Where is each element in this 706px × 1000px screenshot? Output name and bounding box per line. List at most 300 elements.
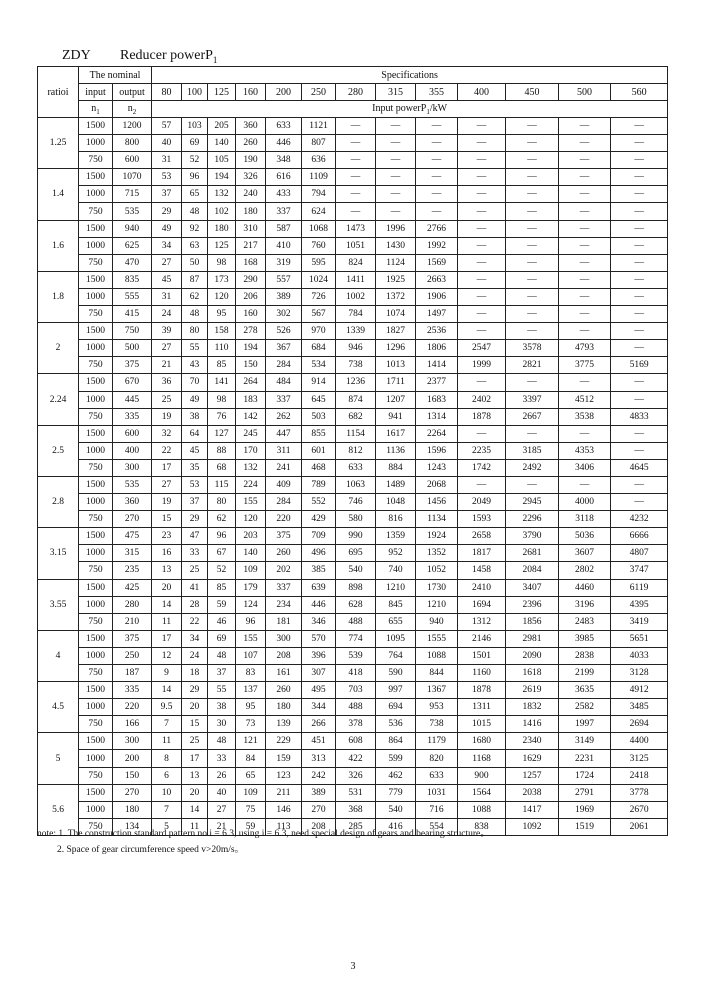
power-cell: 33: [208, 750, 236, 767]
power-cell: 80: [182, 323, 208, 340]
power-cell: 1694: [458, 596, 506, 613]
input-speed-cell: 750: [79, 254, 113, 271]
power-cell: —: [458, 118, 506, 135]
power-cell: 864: [376, 733, 416, 750]
table-row: [38, 630, 668, 647]
size-header: 280: [336, 84, 376, 101]
power-cell: 1257: [506, 767, 559, 784]
output-speed-cell: 300: [113, 733, 152, 750]
power-cell: 774: [336, 630, 376, 647]
ratio-header: ratioi: [38, 67, 79, 118]
input-speed-cell: 750: [79, 357, 113, 374]
table-row: [38, 323, 668, 340]
output-speed-cell: 300: [113, 459, 152, 476]
power-cell: 53: [152, 169, 182, 186]
power-cell: 484: [266, 374, 302, 391]
power-cell: 33: [182, 545, 208, 562]
power-cell: 5036: [559, 528, 611, 545]
power-cell: 1414: [416, 357, 458, 374]
power-cell: 180: [208, 220, 236, 237]
power-cell: 3635: [559, 682, 611, 699]
power-cell: 422: [336, 750, 376, 767]
power-cell: 970: [302, 323, 336, 340]
power-cell: 245: [236, 425, 266, 442]
power-cell: 25: [182, 562, 208, 579]
power-cell: 855: [302, 425, 336, 442]
input-speed-cell: 1000: [79, 494, 113, 511]
power-cell: 15: [182, 716, 208, 733]
power-cell: 716: [416, 801, 458, 818]
input-speed-cell: 1500: [79, 784, 113, 801]
power-cell: 173: [208, 271, 236, 288]
power-cell: 2619: [506, 682, 559, 699]
power-cell: 75: [236, 801, 266, 818]
power-cell: 28: [182, 596, 208, 613]
table-row: [38, 374, 668, 391]
power-cell: 6: [152, 767, 182, 784]
power-cell: —: [611, 288, 668, 305]
power-cell: —: [376, 169, 416, 186]
table-row: [38, 716, 668, 733]
power-cell: 4460: [559, 579, 611, 596]
power-cell: 1596: [416, 442, 458, 459]
power-cell: 1314: [416, 408, 458, 425]
input-speed-cell: 750: [79, 152, 113, 169]
power-cell: 1048: [376, 494, 416, 511]
power-cell: 180: [236, 203, 266, 220]
table-row: [38, 357, 668, 374]
power-cell: 13: [182, 767, 208, 784]
power-cell: 17: [152, 630, 182, 647]
power-cell: 628: [336, 596, 376, 613]
power-cell: 2582: [559, 699, 611, 716]
power-cell: —: [611, 494, 668, 511]
power-cell: —: [416, 203, 458, 220]
power-cell: —: [506, 220, 559, 237]
power-cell: 1473: [336, 220, 376, 237]
input-speed-cell: 1500: [79, 374, 113, 391]
power-cell: 123: [266, 767, 302, 784]
power-cell: 2068: [416, 476, 458, 493]
power-cell: 1497: [416, 306, 458, 323]
power-cell: 16: [152, 545, 182, 562]
power-cell: 2681: [506, 545, 559, 562]
power-cell: —: [506, 271, 559, 288]
power-cell: 1827: [376, 323, 416, 340]
power-cell: 113: [266, 818, 302, 835]
power-cell: 914: [302, 374, 336, 391]
output-speed-cell: 555: [113, 288, 152, 305]
power-cell: 536: [376, 716, 416, 733]
power-cell: 13: [152, 562, 182, 579]
output-speed-cell: 250: [113, 647, 152, 664]
power-cell: 2766: [416, 220, 458, 237]
power-cell: 1417: [506, 801, 559, 818]
power-cell: 587: [266, 220, 302, 237]
power-cell: 2090: [506, 647, 559, 664]
power-cell: 5651: [611, 630, 668, 647]
power-cell: 194: [236, 340, 266, 357]
table-row: [38, 408, 668, 425]
power-cell: 570: [302, 630, 336, 647]
input-speed-cell: 1500: [79, 682, 113, 699]
power-cell: —: [336, 152, 376, 169]
power-cell: 83: [236, 665, 266, 682]
input-speed-cell: 1000: [79, 340, 113, 357]
output-speed-cell: 750: [113, 323, 152, 340]
power-cell: 96: [208, 528, 236, 545]
power-cell: 3747: [611, 562, 668, 579]
power-cell: —: [458, 135, 506, 152]
power-cell: —: [611, 374, 668, 391]
power-cell: 37: [208, 665, 236, 682]
size-header: 125: [208, 84, 236, 101]
power-cell: 217: [236, 237, 266, 254]
power-cell: 34: [152, 237, 182, 254]
power-cell: 1002: [336, 288, 376, 305]
power-cell: 1832: [506, 699, 559, 716]
size-header: 400: [458, 84, 506, 101]
power-cell: 125: [208, 237, 236, 254]
power-cell: 816: [376, 511, 416, 528]
title-subscript: 1: [212, 54, 218, 65]
power-cell: 1352: [416, 545, 458, 562]
power-cell: —: [611, 254, 668, 271]
power-cell: 941: [376, 408, 416, 425]
table-row: [38, 459, 668, 476]
power-cell: 389: [302, 784, 336, 801]
power-cell: 344: [302, 699, 336, 716]
power-cell: 684: [302, 340, 336, 357]
power-cell: —: [559, 135, 611, 152]
power-cell: 73: [236, 716, 266, 733]
power-cell: 1430: [376, 237, 416, 254]
power-cell: —: [376, 186, 416, 203]
power-cell: 4232: [611, 511, 668, 528]
power-cell: 433: [266, 186, 302, 203]
output-speed-cell: 210: [113, 613, 152, 630]
power-cell: 20: [182, 784, 208, 801]
power-cell: 3128: [611, 665, 668, 682]
power-cell: 451: [302, 733, 336, 750]
ratio-cell: 2: [38, 323, 79, 374]
power-cell: 1052: [416, 562, 458, 579]
input-speed-cell: 1000: [79, 545, 113, 562]
power-cell: 1742: [458, 459, 506, 476]
power-cell: —: [336, 203, 376, 220]
input-speed-cell: 1000: [79, 647, 113, 664]
power-cell: 32: [152, 425, 182, 442]
power-cell: 2377: [416, 374, 458, 391]
power-cell: 26: [208, 767, 236, 784]
table-row: [38, 494, 668, 511]
input-speed-cell: 750: [79, 306, 113, 323]
power-cell: 17: [182, 750, 208, 767]
power-cell: 695: [336, 545, 376, 562]
table-row: [38, 682, 668, 699]
output-speed-cell: 625: [113, 237, 152, 254]
power-cell: 3407: [506, 579, 559, 596]
power-cell: 2663: [416, 271, 458, 288]
power-cell: 396: [302, 647, 336, 664]
power-cell: 1095: [376, 630, 416, 647]
note-line-1: note: 1. The construction standard pattern no i = 6.3, using i = 6.3, need special design of gears and bearing structure。: [37, 829, 490, 839]
table-row: [38, 442, 668, 459]
power-cell: 539: [336, 647, 376, 664]
ratio-cell: 1.6: [38, 220, 79, 271]
output-speed-cell: 670: [113, 374, 152, 391]
power-cell: 141: [208, 374, 236, 391]
power-cell: 703: [336, 682, 376, 699]
power-cell: 2981: [506, 630, 559, 647]
size-header: 500: [559, 84, 611, 101]
power-cell: 4833: [611, 408, 668, 425]
power-cell: 2038: [506, 784, 559, 801]
notes: [37, 826, 490, 858]
power-cell: 23: [152, 528, 182, 545]
output-speed-cell: 375: [113, 630, 152, 647]
power-cell: 2945: [506, 494, 559, 511]
power-cell: 1680: [458, 733, 506, 750]
power-cell: —: [506, 152, 559, 169]
input-speed-cell: 750: [79, 408, 113, 425]
power-cell: 874: [336, 391, 376, 408]
power-cell: 241: [266, 459, 302, 476]
table-row: [38, 203, 668, 220]
power-cell: 1088: [458, 801, 506, 818]
power-cell: 24: [182, 647, 208, 664]
power-cell: 21: [152, 357, 182, 374]
output-speed-cell: 425: [113, 579, 152, 596]
power-cell: 1555: [416, 630, 458, 647]
power-cell: 14: [152, 596, 182, 613]
power-cell: 203: [236, 528, 266, 545]
power-cell: 27: [152, 254, 182, 271]
power-cell: 488: [336, 613, 376, 630]
input-speed-cell: 1500: [79, 579, 113, 596]
table-row: [38, 135, 668, 152]
power-cell: 2670: [611, 801, 668, 818]
power-cell: 300: [266, 630, 302, 647]
power-cell: 1618: [506, 665, 559, 682]
header-row-2: [38, 84, 668, 101]
size-header: 450: [506, 84, 559, 101]
input-speed-cell: 1000: [79, 801, 113, 818]
power-cell: 534: [302, 357, 336, 374]
power-cell: —: [506, 135, 559, 152]
table-row: [38, 784, 668, 801]
power-cell: —: [376, 203, 416, 220]
power-cell: —: [506, 237, 559, 254]
table-row: [38, 767, 668, 784]
power-cell: 794: [302, 186, 336, 203]
input-speed-cell: 1000: [79, 391, 113, 408]
power-cell: 22: [182, 613, 208, 630]
power-cell: 310: [236, 220, 266, 237]
table-row: [38, 169, 668, 186]
ratio-cell: 2.5: [38, 425, 79, 476]
power-cell: 360: [236, 118, 266, 135]
power-cell: 526: [266, 323, 302, 340]
power-cell: 4400: [611, 733, 668, 750]
power-cell: —: [458, 271, 506, 288]
power-cell: 76: [208, 408, 236, 425]
power-cell: 43: [182, 357, 208, 374]
power-cell: 2061: [611, 818, 668, 835]
power-cell: 98: [208, 391, 236, 408]
ratio-cell: 4.5: [38, 682, 79, 733]
power-cell: 2547: [458, 340, 506, 357]
power-cell: 206: [236, 288, 266, 305]
table-row: [38, 271, 668, 288]
power-cell: —: [611, 118, 668, 135]
power-cell: 6666: [611, 528, 668, 545]
power-cell: 11: [182, 818, 208, 835]
power-cell: 2694: [611, 716, 668, 733]
size-header: 355: [416, 84, 458, 101]
power-cell: 22: [152, 442, 182, 459]
power-cell: 208: [302, 818, 336, 835]
power-cell: —: [611, 442, 668, 459]
output-speed-cell: 235: [113, 562, 152, 579]
power-cell: 326: [236, 169, 266, 186]
power-cell: 211: [266, 784, 302, 801]
power-cell: 2235: [458, 442, 506, 459]
header-row-3: [38, 101, 668, 118]
power-cell: 738: [416, 716, 458, 733]
power-cell: 1051: [336, 237, 376, 254]
power-cell: 31: [152, 288, 182, 305]
power-cell: 1063: [336, 476, 376, 493]
power-cell: 27: [152, 340, 182, 357]
power-cell: 2492: [506, 459, 559, 476]
input-speed-cell: 750: [79, 767, 113, 784]
table-row: [38, 545, 668, 562]
title-text: Reducer powerP: [120, 48, 213, 63]
power-cell: 194: [208, 169, 236, 186]
input-speed-cell: 1000: [79, 135, 113, 152]
power-cell: 1160: [458, 665, 506, 682]
power-cell: —: [559, 203, 611, 220]
power-cell: 496: [302, 545, 336, 562]
power-cell: 946: [336, 340, 376, 357]
power-cell: 2838: [559, 647, 611, 664]
power-cell: 348: [266, 152, 302, 169]
power-cell: 940: [416, 613, 458, 630]
output-speed-cell: 187: [113, 665, 152, 682]
power-cell: 120: [236, 511, 266, 528]
power-cell: —: [376, 135, 416, 152]
power-cell: 1210: [376, 579, 416, 596]
power-cell: 220: [266, 511, 302, 528]
power-cell: 2536: [416, 323, 458, 340]
power-cell: 313: [302, 750, 336, 767]
power-cell: 5169: [611, 357, 668, 374]
power-cell: 346: [302, 613, 336, 630]
power-cell: 65: [182, 186, 208, 203]
note-line-2: 2. Space of gear circumference speed v>20m/s。: [57, 845, 245, 855]
ratio-cell: 5.6: [38, 784, 79, 835]
power-cell: —: [458, 220, 506, 237]
power-cell: 337: [266, 391, 302, 408]
table-row: [38, 528, 668, 545]
power-cell: 447: [266, 425, 302, 442]
power-cell: 1878: [458, 408, 506, 425]
power-cell: 599: [376, 750, 416, 767]
power-cell: 180: [266, 699, 302, 716]
power-cell: 7: [152, 801, 182, 818]
power-cell: —: [559, 237, 611, 254]
power-cell: 41: [182, 579, 208, 596]
input-speed-cell: 1500: [79, 630, 113, 647]
power-cell: —: [559, 254, 611, 271]
power-cell: 11: [152, 733, 182, 750]
power-cell: 146: [266, 801, 302, 818]
power-cell: 170: [236, 442, 266, 459]
power-cell: 52: [208, 562, 236, 579]
power-cell: 140: [208, 135, 236, 152]
power-cell: 1969: [559, 801, 611, 818]
power-cell: 601: [302, 442, 336, 459]
input-speed-cell: 1500: [79, 271, 113, 288]
power-cell: 29: [182, 682, 208, 699]
power-cell: 11: [152, 613, 182, 630]
power-cell: 1992: [416, 237, 458, 254]
power-cell: 64: [182, 425, 208, 442]
power-cell: 2340: [506, 733, 559, 750]
power-cell: —: [458, 476, 506, 493]
power-cell: 1372: [376, 288, 416, 305]
power-cell: —: [506, 288, 559, 305]
power-cell: 159: [266, 750, 302, 767]
power-cell: 5: [152, 818, 182, 835]
power-cell: 62: [208, 511, 236, 528]
table-row: [38, 306, 668, 323]
power-cell: 812: [336, 442, 376, 459]
ratio-cell: 5: [38, 733, 79, 784]
power-cell: 115: [208, 476, 236, 493]
power-cell: 96: [236, 613, 266, 630]
power-cell: 30: [208, 716, 236, 733]
size-header: 250: [302, 84, 336, 101]
power-cell: 540: [376, 801, 416, 818]
power-cell: —: [611, 169, 668, 186]
power-cell: 3775: [559, 357, 611, 374]
power-cell: 389: [266, 288, 302, 305]
power-cell: 95: [208, 306, 236, 323]
power-cell: 1136: [376, 442, 416, 459]
power-cell: —: [336, 118, 376, 135]
table-row: [38, 801, 668, 818]
power-cell: —: [559, 220, 611, 237]
size-header: 560: [611, 84, 668, 101]
power-cell: —: [559, 425, 611, 442]
power-cell: —: [416, 152, 458, 169]
ratio-cell: 1.8: [38, 271, 79, 322]
power-cell: 1243: [416, 459, 458, 476]
power-cell: 6119: [611, 579, 668, 596]
power-cell: —: [559, 152, 611, 169]
power-cell: 4512: [559, 391, 611, 408]
reducer-power-table: [37, 66, 668, 836]
power-cell: 27: [208, 801, 236, 818]
output-speed-cell: 375: [113, 357, 152, 374]
power-cell: 3196: [559, 596, 611, 613]
power-cell: 19: [152, 408, 182, 425]
output-speed-cell: 475: [113, 528, 152, 545]
power-cell: 127: [208, 425, 236, 442]
power-cell: —: [458, 186, 506, 203]
